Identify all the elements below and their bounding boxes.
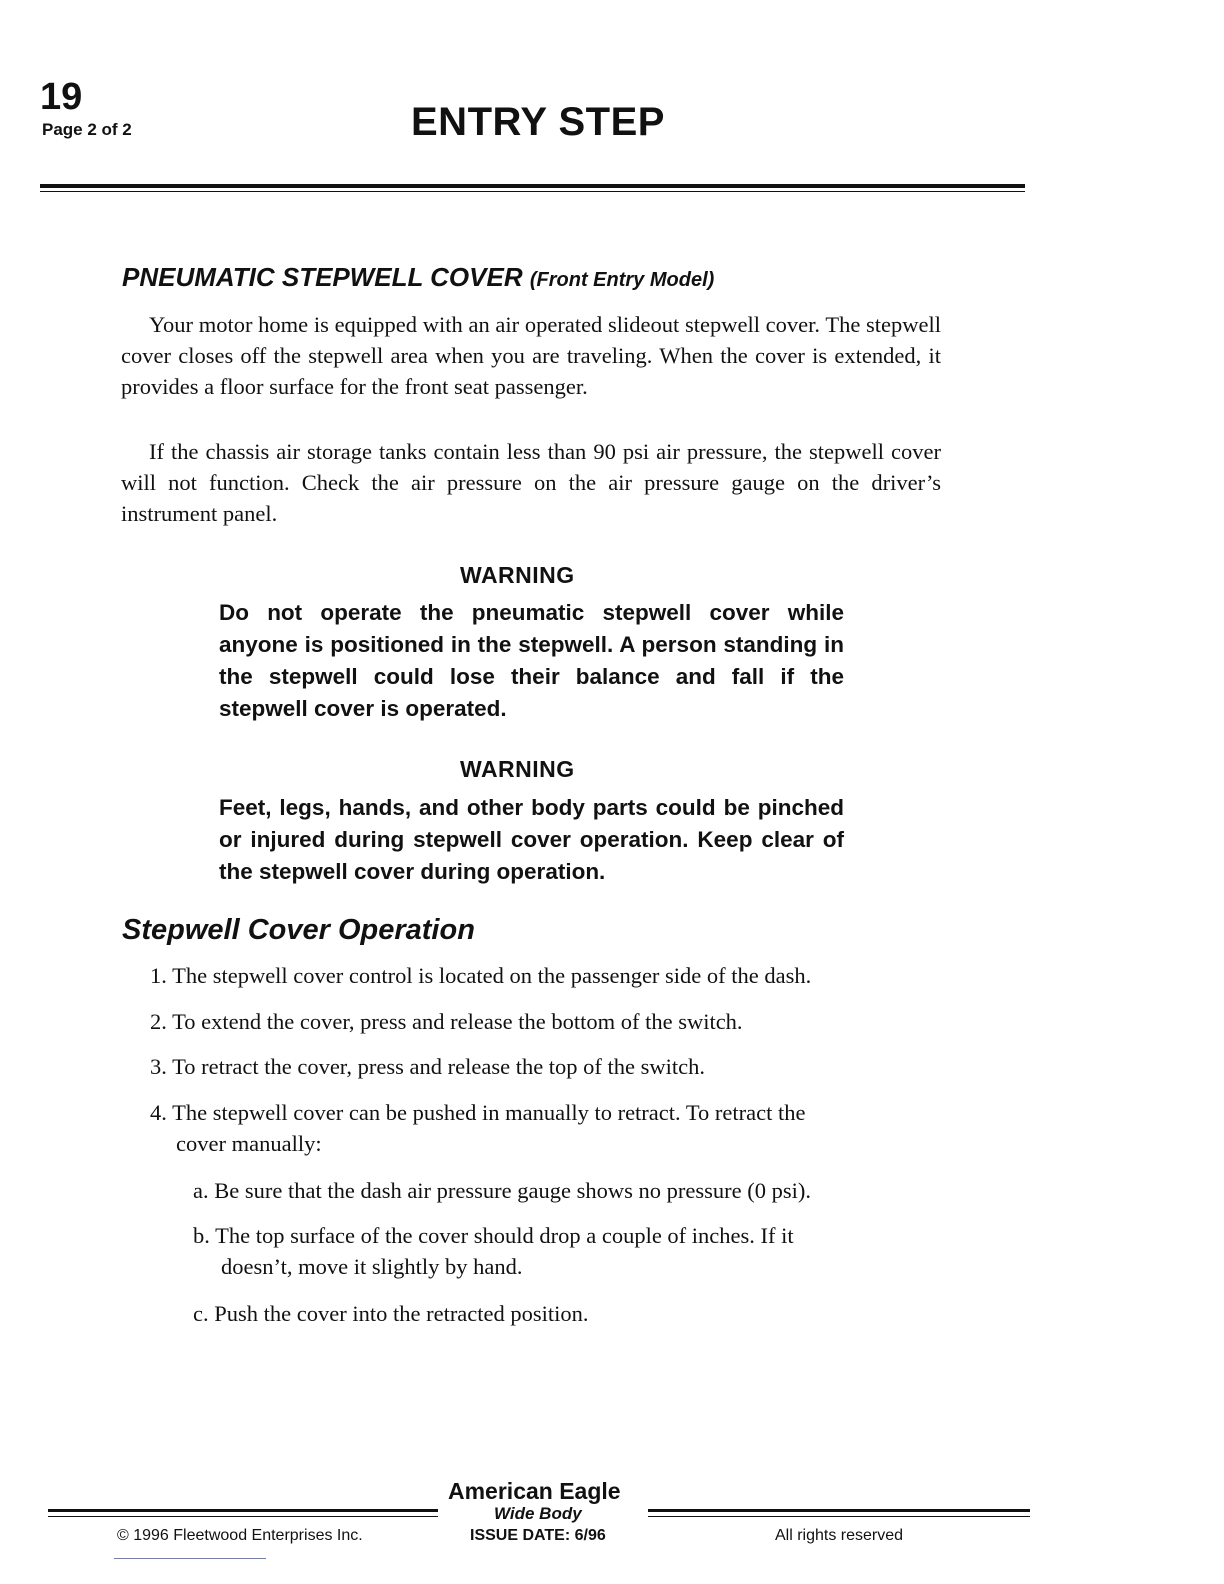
step-number: 2.	[150, 1009, 167, 1034]
substep-text: Push the cover into the retracted position.	[214, 1301, 589, 1326]
footer-rule-left	[48, 1509, 438, 1512]
section-heading-subtitle: (Front Entry Model)	[529, 269, 715, 291]
footer-brand: American Eagle	[448, 1478, 621, 1504]
step-text-continued: cover manually:	[176, 1131, 322, 1156]
warning-title: WARNING	[460, 756, 575, 782]
footer-underline	[114, 1558, 266, 1559]
header-rule	[40, 184, 1025, 188]
section-heading-text: PNEUMATIC STEPWELL COVER	[122, 262, 523, 292]
section-heading	[122, 262, 714, 293]
substep-letter: a.	[193, 1178, 209, 1203]
step-text: The stepwell cover can be pushed in manually to retract. To retract the	[172, 1100, 806, 1125]
footer-rule-left-thin	[48, 1516, 438, 1517]
footer-issue-date: ISSUE DATE: 6/96	[470, 1527, 606, 1544]
step-item	[150, 1006, 743, 1037]
section-number: 19	[40, 76, 83, 118]
intro-paragraph: Your motor home is equipped with an air operated slideout stepwell cover. The stepwell cover closes off the stepwell area when you are traveling. When the cover is extended, it provides a floor surface for the front seat passenger.	[121, 312, 941, 399]
step-item	[150, 1097, 950, 1159]
substep-item	[193, 1220, 943, 1282]
step-number: 3.	[150, 1054, 167, 1079]
warning-text: Do not operate the pneumatic stepwell cover while anyone is positioned in the stepwell. A person standing in the stepwell could lose their balance and fall if the stepwell cover is operated.	[219, 600, 844, 721]
footer-rule-right	[648, 1509, 1030, 1512]
warning-text: Feet, legs, hands, and other body parts could be pinched or injured during stepwell cover operation. Keep clear of the stepwell cover during operation.	[219, 795, 844, 884]
substep-letter: c.	[193, 1301, 209, 1326]
step-number: 4.	[150, 1100, 167, 1125]
page-title: ENTRY STEP	[411, 100, 665, 144]
step-item	[150, 1051, 705, 1082]
footer-model: Wide Body	[494, 1504, 582, 1523]
footer-copyright: © 1996 Fleetwood Enterprises Inc.	[117, 1527, 363, 1544]
substep-item	[193, 1298, 589, 1329]
warning-title: WARNING	[460, 562, 575, 588]
step-item	[150, 960, 811, 991]
header-rule-thin	[40, 191, 1025, 192]
footer-rights: All rights reserved	[775, 1527, 904, 1544]
substep-text: The top surface of the cover should drop a couple of inches. If it	[215, 1223, 794, 1248]
substep-text: Be sure that the dash air pressure gauge shows no pressure (0 psi).	[214, 1178, 811, 1203]
step-text: To extend the cover, press and release the bottom of the switch.	[172, 1009, 743, 1034]
step-text: To retract the cover, press and release the top of the switch.	[172, 1054, 706, 1079]
footer-rule-right-thin	[648, 1516, 1030, 1517]
step-number: 1.	[150, 963, 167, 988]
operation-heading: Stepwell Cover Operation	[122, 914, 475, 946]
step-text: The stepwell cover control is located on the passenger side of the dash.	[172, 963, 812, 988]
page-indicator: Page 2 of 2	[42, 120, 132, 139]
substep-letter: b.	[193, 1223, 210, 1248]
substep-item	[193, 1175, 811, 1206]
substep-text-continued: doesn’t, move it slightly by hand.	[221, 1254, 523, 1279]
pressure-paragraph: If the chassis air storage tanks contain less than 90 psi air pressure, the stepwell cover will not function. Check the air pressure on the air pressure gauge on the driver’s instrument panel.	[121, 439, 941, 526]
